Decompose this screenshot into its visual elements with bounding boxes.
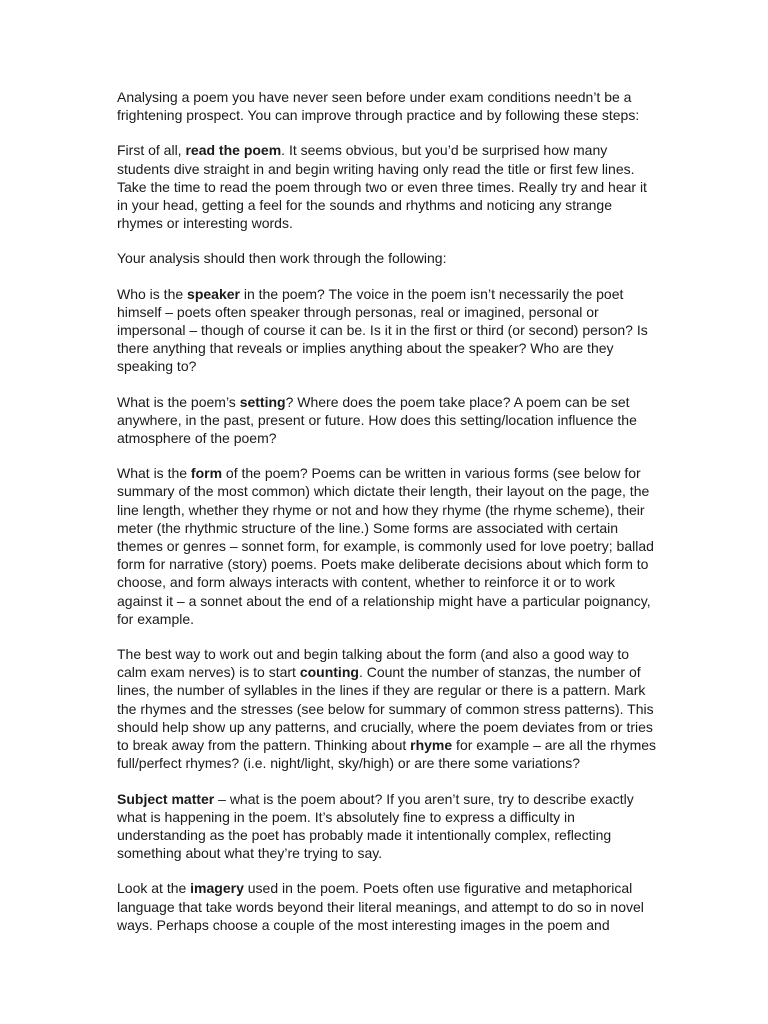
bold-term-counting: counting	[299, 664, 359, 681]
paragraph-counting	[117, 645, 658, 772]
paragraph-text: Analysing a poem you have never seen before under exam conditions needn’t be a frightening prospect. You can improve through practice and by following these steps:	[117, 89, 640, 124]
paragraph-text: What is the	[117, 465, 191, 482]
bold-term-setting: setting	[239, 393, 286, 410]
paragraph-speaker	[117, 285, 658, 376]
bold-term-subject-matter: Subject matter	[117, 790, 215, 807]
bold-term-speaker: speaker	[187, 285, 240, 302]
paragraph-text: . Count the number of stanzas, the number of lines, the number of syllables in the lines if they are regular or there is a pattern. Mark the rhymes and the stresses (see below for summary of common stress patterns). This should help show up any patterns, and crucially, where the poem deviates from or tries to break away from the pattern. Thinking about	[117, 664, 654, 754]
paragraph-text: for example – are all the rhymes full/perfect rhymes? (i.e. night/light, sky/high) or are there some variations?	[117, 737, 657, 772]
paragraph-text: – what is the poem about? If you aren’t sure, try to describe exactly what is happening in the poem. It’s absolutely fine to express a difficulty in understanding as the poet has probably made it intentionally complex, reflecting something about what they’re trying to say.	[117, 790, 634, 862]
paragraph-analysis-intro	[117, 249, 658, 267]
paragraph-text: of the poem? Poems can be written in various forms (see below for summary of the most common) which dictate their length, their layout on the page, the line length, whether they rhyme or not and how they rhyme (the rhyme scheme), their meter (the rhythmic structure of the line.) Some forms are associated with certain themes or genres – sonnet form, for example, is commonly used for love poetry; ballad form for narrative (story) poems. Poets make deliberate decisions about which form to choose, and form always interacts with content, whether to reinforce it or to work against it – a sonnet about the end of a relationship might have a particular poignancy, for example.	[117, 465, 654, 627]
bold-term-rhyme: rhyme	[410, 737, 453, 754]
paragraph-text: Your analysis should then work through the following:	[117, 250, 447, 267]
paragraph-text: Look at the	[117, 880, 191, 897]
bold-term-read-the-poem: read the poem	[185, 142, 282, 159]
paragraph-text: ? Where does the poem take place? A poem can be set anywhere, in the past, present or future. How does this setting/location influence the atmosphere of the poem?	[117, 393, 637, 447]
paragraph-text: What is the poem’s	[117, 393, 240, 410]
paragraph-intro	[117, 88, 658, 124]
paragraph-imagery	[117, 879, 658, 934]
paragraph-subject-matter	[117, 790, 658, 863]
bold-term-imagery: imagery	[190, 880, 244, 897]
paragraph-form	[117, 464, 658, 628]
paragraph-read-the-poem	[117, 141, 658, 232]
paragraph-text: used in the poem. Poets often use figurative and metaphorical language that take words beyond their literal meanings, and attempt to do so in novel ways. Perhaps choose a couple of the most interesting images in the poem and	[117, 880, 644, 933]
paragraph-text: . It seems obvious, but you’d be surprised how many students dive straight in and begin writing having only read the title or first few lines. Take the time to read the poem through two or even three times. Really try and hear it in your head, getting a feel for the sounds and rhythms and noticing any strange rhymes or interesting words.	[117, 142, 647, 232]
bold-term-form: form	[190, 465, 223, 482]
paragraph-setting	[117, 393, 658, 448]
paragraph-text: in the poem? The voice in the poem isn’t necessarily the poet himself – poets often speaker through personas, real or imagined, personal or impersonal – though of course it can be. Is it in the first or third (or second) person? Is there anything that reveals or implies anything about the speaker? Who are they speaking to?	[117, 285, 648, 375]
paragraph-text: First of all,	[117, 142, 186, 159]
paragraph-text: Who is the	[117, 285, 188, 302]
paragraph-text: The best way to work out and begin talking about the form (and also a good way to calm exam nerves) is to start	[117, 646, 630, 681]
